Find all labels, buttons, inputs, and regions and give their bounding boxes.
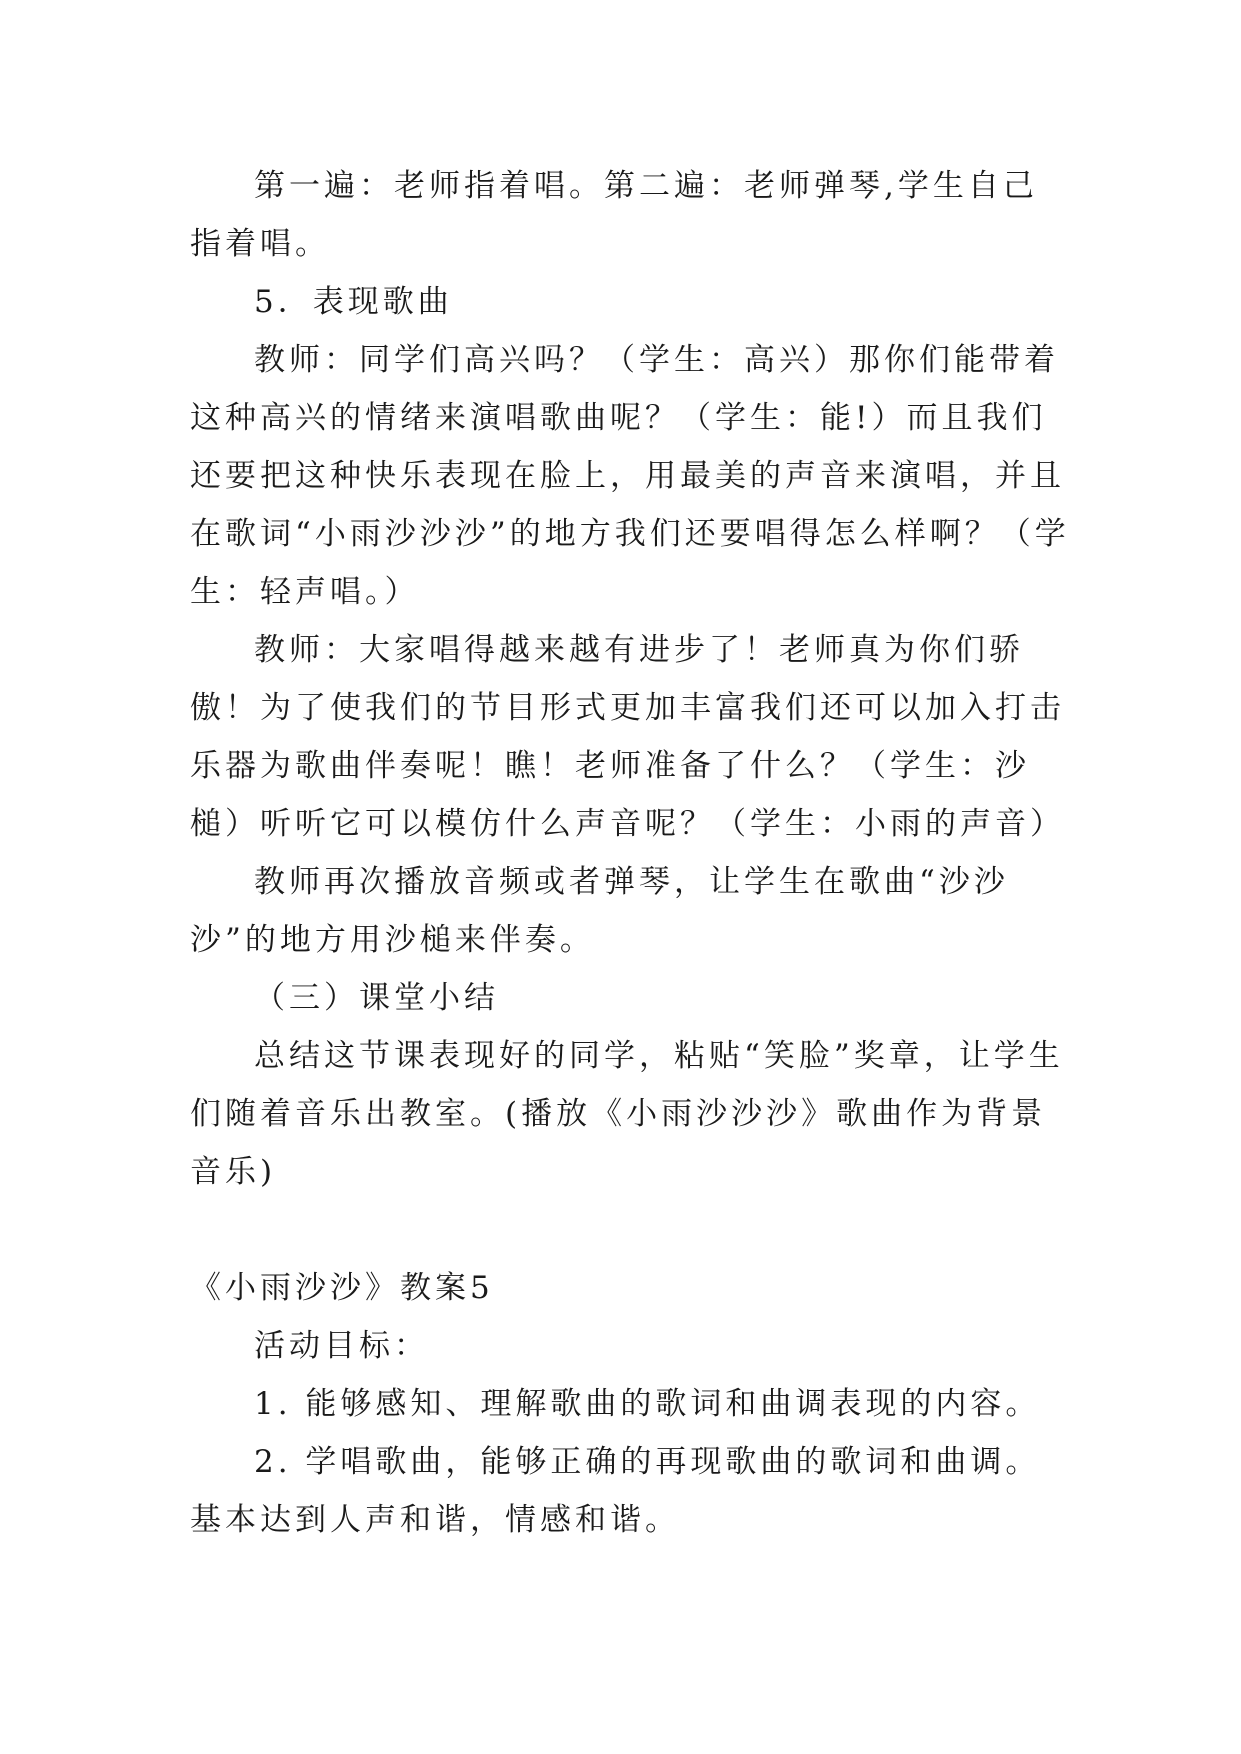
goal-item-1: 1. 能够感知、理解歌曲的歌词和曲调表现的内容。 — [254, 1386, 1041, 1422]
heading-express-song: 5．表现歌曲 — [254, 284, 453, 320]
paragraph-play-audio: 教师再次播放音频或者弹琴，让学生在歌曲“沙沙沙”的地方用沙槌来伴奏。 — [190, 864, 1009, 958]
goal-item-2: 2. 学唱歌曲，能够正确的再现歌曲的歌词和曲调。基本达到人声和谐，情感和谐。 — [190, 1444, 1041, 1538]
lesson-plan-title: 《小雨沙沙》教案5 — [190, 1270, 494, 1306]
document-body — [190, 157, 1070, 1549]
paragraph-summary: 总结这节课表现好的同学，粘贴“笑脸”奖章，让学生们随着音乐出教室。(播放《小雨沙沙沙》歌曲作为背景音乐) — [190, 1038, 1064, 1190]
blank-line — [190, 1201, 1070, 1259]
paragraph-teacher-percussion: 教师：大家唱得越来越有进步了！老师真为你们骄傲！为了使我们的节目形式更加丰富我们还可以加入打击乐器为歌曲伴奏呢！瞧！老师准备了什么？（学生：沙槌）听听它可以模仿什么声音呢？（学生：小雨的声音） — [190, 632, 1065, 842]
heading-activity-goals: 活动目标： — [254, 1328, 429, 1364]
heading-class-summary: （三）课堂小结 — [254, 980, 499, 1016]
paragraph-teacher-happy: 教师：同学们高兴吗？（学生：高兴）那你们能带着这种高兴的情绪来演唱歌曲呢？（学生：能!）而且我们还要把这种快乐表现在脸上，用最美的声音来演唱，并且在歌词“小雨沙沙沙”的地方我们还要唱得怎么样啊？（学生：轻声唱。） — [190, 342, 1070, 610]
paragraph-singing-steps: 第一遍：老师指着唱。第二遍：老师弹琴,学生自己指着唱。 — [190, 168, 1038, 262]
